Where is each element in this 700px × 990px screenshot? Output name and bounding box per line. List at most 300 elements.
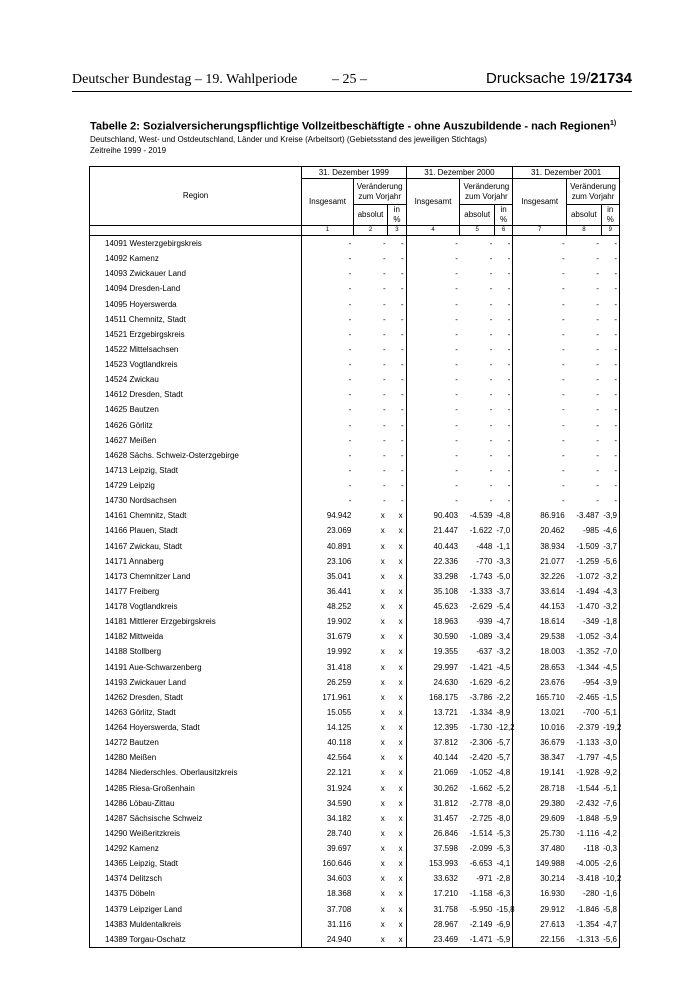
cell-pct-2000: -5,0	[494, 569, 512, 584]
header-document-number	[486, 70, 632, 87]
cell-pct-2001: -4,5	[601, 750, 619, 765]
cell-absolut-2001: -1.259	[576, 556, 600, 566]
cell-absolut-1999: x	[380, 783, 385, 793]
cell-pct-2000: -	[494, 418, 512, 433]
header-publication: Deutscher Bundestag – 19. Wahlperiode	[72, 72, 298, 87]
table-row	[90, 251, 620, 266]
cell-insgesamt-1999: 34.603	[326, 874, 352, 884]
cell-region: 14290 Weißeritzkreis	[90, 826, 302, 841]
cell-pct-1999: x	[388, 871, 406, 886]
cell-insgesamt-1999: 39.697	[326, 844, 352, 854]
header-change-2000: Veränderung zum Vorjahr	[460, 179, 513, 205]
cell-absolut-2000: -	[489, 481, 493, 491]
cell-insgesamt-2001: -	[561, 269, 565, 279]
cell-region: 14181 Mittlerer Erzgebirgskreis	[90, 614, 302, 629]
cell-region: 14285 Riesa-Großenhain	[90, 781, 302, 796]
cell-pct-1999: -	[388, 387, 406, 402]
cell-region: 14389 Torgau-Oschatz	[90, 932, 302, 948]
table-row	[90, 932, 620, 948]
cell-pct-1999: x	[388, 886, 406, 901]
cell-insgesamt-2000: 12.395	[433, 723, 458, 733]
cell-absolut-2000: -	[489, 465, 493, 475]
cell-absolut-1999: x	[380, 859, 385, 869]
cell-absolut-1999: x	[380, 753, 385, 763]
cell-pct-2000: -6,2	[494, 675, 512, 690]
cell-region: 14262 Dresden, Stadt	[90, 690, 302, 705]
table-body	[90, 236, 620, 948]
cell-pct-1999: x	[388, 508, 406, 523]
cell-insgesamt-2000: 13.721	[433, 707, 458, 717]
cell-insgesamt-2001: 13.021	[540, 707, 565, 717]
cell-pct-1999: -	[388, 266, 406, 281]
cell-absolut-1999: x	[380, 798, 385, 808]
cell-absolut-2000: -	[489, 254, 493, 264]
cell-absolut-2001: -	[596, 496, 600, 506]
cell-absolut-2001: -1.509	[576, 541, 600, 551]
cell-insgesamt-1999: -	[348, 360, 352, 370]
cell-pct-1999: -	[388, 297, 406, 312]
cell-absolut-1999: -	[383, 284, 386, 294]
cell-insgesamt-2001: 30.214	[540, 874, 565, 884]
cell-absolut-1999: -	[383, 450, 386, 460]
table-subtitle-period: Zeitreihe 1999 - 2019	[90, 145, 167, 155]
cell-region: 14375 Döbeln	[90, 886, 302, 901]
cell-pct-2000: -	[494, 463, 512, 478]
cell-absolut-2000: -6.653	[469, 859, 493, 869]
cell-region: 14182 Mittweida	[90, 629, 302, 644]
cell-region: 14171 Annaberg	[90, 554, 302, 569]
cell-insgesamt-2001: 25.730	[540, 828, 565, 838]
cell-absolut-1999: x	[380, 586, 385, 596]
cell-pct-1999: -	[388, 402, 406, 417]
cell-insgesamt-2001: 16.930	[540, 889, 565, 899]
cell-pct-2001: -3,9	[601, 675, 619, 690]
table-row	[90, 720, 620, 735]
cell-insgesamt-1999: 23.069	[326, 526, 352, 536]
cell-absolut-2001: -1.072	[576, 571, 600, 581]
cell-insgesamt-1999: 14.125	[326, 723, 352, 733]
table-row	[90, 508, 620, 523]
header-num-3: 3	[388, 226, 406, 236]
cell-pct-1999: -	[388, 357, 406, 372]
cell-pct-2000: -5,2	[494, 781, 512, 796]
cell-absolut-1999: -	[383, 269, 386, 279]
cell-pct-1999: x	[388, 554, 406, 569]
cell-pct-2000: -3,4	[494, 629, 512, 644]
header-change-1999: Veränderung zum Vorjahr	[353, 179, 406, 205]
cell-insgesamt-1999: 31.924	[326, 783, 352, 793]
cell-insgesamt-2000: 37.598	[433, 844, 458, 854]
header-drucksache-label: Drucksache	[486, 70, 566, 87]
cell-absolut-2001: -1.544	[576, 783, 600, 793]
cell-pct-2000: -4,1	[494, 856, 512, 871]
cell-region: 14161 Chemnitz, Stadt	[90, 508, 302, 523]
cell-insgesamt-2001: 36.679	[540, 738, 565, 748]
cell-insgesamt-1999: -	[348, 435, 352, 445]
cell-region: 14188 Stollberg	[90, 644, 302, 659]
cell-region: 14191 Aue-Schwarzenberg	[90, 660, 302, 675]
cell-insgesamt-2000: -	[455, 344, 458, 354]
cell-pct-1999: x	[388, 917, 406, 932]
table-row	[90, 614, 620, 629]
cell-region: 14511 Chemnitz, Stadt	[90, 312, 302, 327]
table-row	[90, 418, 620, 433]
cell-pct-2000: -5,4	[494, 599, 512, 614]
cell-region: 14166 Plauen, Stadt	[90, 523, 302, 538]
cell-absolut-1999: x	[380, 844, 385, 854]
table-row	[90, 856, 620, 871]
cell-pct-2001: -7,6	[601, 796, 619, 811]
cell-insgesamt-2001: 19.141	[540, 768, 565, 778]
cell-pct-1999: -	[388, 463, 406, 478]
cell-insgesamt-2000: 37.812	[433, 738, 458, 748]
cell-insgesamt-2000: -	[455, 284, 458, 294]
cell-pct-2000: -	[494, 433, 512, 448]
cell-absolut-2000: -2.629	[469, 602, 493, 612]
cell-pct-2000: -5,7	[494, 735, 512, 750]
table-row	[90, 357, 620, 372]
cell-insgesamt-1999: 34.182	[326, 813, 352, 823]
cell-insgesamt-2001: -	[561, 450, 565, 460]
cell-insgesamt-2000: 40.144	[433, 753, 458, 763]
cell-insgesamt-2000: -	[455, 314, 458, 324]
cell-insgesamt-1999: 22.121	[326, 768, 352, 778]
cell-insgesamt-1999: -	[348, 314, 352, 324]
cell-insgesamt-2000: -	[455, 450, 458, 460]
cell-absolut-2001: -118	[583, 844, 600, 854]
cell-pct-2000: -2,2	[494, 690, 512, 705]
cell-absolut-2000: -2.725	[469, 813, 493, 823]
header-num-5: 5	[460, 226, 494, 236]
cell-insgesamt-2000: 33.632	[433, 874, 458, 884]
cell-pct-2000: -4,8	[494, 765, 512, 780]
cell-absolut-2000: -1.514	[469, 828, 493, 838]
cell-absolut-1999: -	[383, 344, 386, 354]
cell-insgesamt-2001: 10.016	[540, 723, 565, 733]
cell-pct-2000: -12,2	[494, 720, 512, 735]
cell-region: 14178 Vogtlandkreis	[90, 599, 302, 614]
cell-absolut-1999: x	[353, 932, 387, 948]
cell-region: 14093 Zwickauer Land	[90, 266, 302, 281]
header-pct-1999: in %	[388, 205, 406, 226]
cell-pct-2001: -4,5	[601, 660, 619, 675]
table-header	[90, 167, 620, 236]
cell-pct-2000: -8,0	[494, 796, 512, 811]
header-num-8: 8	[567, 226, 601, 236]
cell-absolut-1999: x	[380, 828, 385, 838]
cell-absolut-2000: -2.778	[469, 798, 493, 808]
cell-absolut-2000: -	[489, 239, 493, 249]
cell-pct-2000: -3,3	[494, 554, 512, 569]
cell-pct-2001: -4,7	[601, 917, 619, 932]
cell-pct-2000: -	[494, 342, 512, 357]
cell-insgesamt-1999: 160.646	[322, 859, 352, 869]
cell-insgesamt-2000: -	[455, 360, 458, 370]
cell-absolut-2001: -1.052	[576, 632, 600, 642]
cell-insgesamt-2000: 30.590	[433, 632, 458, 642]
table-row	[90, 917, 620, 932]
cell-pct-2000: -	[494, 251, 512, 266]
cell-insgesamt-2001: -	[561, 435, 565, 445]
cell-absolut-2001: -	[596, 450, 600, 460]
cell-pct-2000: -5,7	[494, 750, 512, 765]
cell-absolut-2001: -1.344	[576, 662, 600, 672]
cell-absolut-2001: -	[596, 435, 600, 445]
cell-absolut-1999: -	[383, 420, 386, 430]
cell-region: 14524 Zwickau	[90, 372, 302, 387]
cell-insgesamt-1999: -	[348, 299, 352, 309]
cell-absolut-2000: -	[489, 284, 493, 294]
cell-pct-2000: -6,3	[494, 886, 512, 901]
cell-pct-2001: -	[601, 402, 619, 417]
header-num-6: 6	[494, 226, 512, 236]
cell-absolut-1999: x	[380, 723, 385, 733]
cell-absolut-2001: -1.352	[576, 647, 600, 657]
cell-region: 14374 Delitzsch	[90, 871, 302, 886]
table-row	[90, 675, 620, 690]
cell-absolut-2000: -	[489, 420, 493, 430]
cell-absolut-2000: -1.089	[469, 632, 493, 642]
cell-insgesamt-1999: 94.942	[326, 511, 352, 521]
cell-insgesamt-2000: -	[455, 481, 458, 491]
cell-pct-1999: x	[388, 569, 406, 584]
header-region: Region	[90, 167, 302, 226]
cell-insgesamt-2001: -	[561, 254, 565, 264]
cell-pct-2001: -5,1	[601, 705, 619, 720]
cell-insgesamt-1999: 171.961	[322, 692, 352, 702]
cell-pct-2001: -	[601, 266, 619, 281]
cell-absolut-1999: -	[383, 239, 386, 249]
cell-pct-1999: x	[388, 705, 406, 720]
cell-absolut-2000: -	[489, 375, 493, 385]
cell-region: 14729 Leipzig	[90, 478, 302, 493]
table-row	[90, 765, 620, 780]
cell-absolut-2001: -	[596, 481, 600, 491]
table-row	[90, 266, 620, 281]
cell-insgesamt-1999: -	[348, 465, 352, 475]
cell-pct-1999: x	[388, 629, 406, 644]
cell-pct-1999: -	[388, 418, 406, 433]
cell-absolut-2001: -1.470	[576, 602, 600, 612]
header-date-1999: 31. Dezember 1999	[302, 167, 406, 179]
table-row	[90, 750, 620, 765]
cell-pct-2001: -3,9	[601, 508, 619, 523]
table-row	[90, 705, 620, 720]
header-number-prefix: 19/	[565, 70, 591, 87]
cell-insgesamt-2000: 29.997	[433, 662, 458, 672]
cell-insgesamt-2001: -	[561, 405, 565, 415]
cell-absolut-2000: -5.950	[469, 904, 493, 914]
table-row	[90, 387, 620, 402]
cell-pct-2001: -	[601, 327, 619, 342]
cell-absolut-1999: x	[380, 889, 385, 899]
cell-insgesamt-1999: 18.368	[326, 889, 352, 899]
cell-absolut-2000: -971	[476, 874, 493, 884]
cell-absolut-1999: -	[383, 314, 386, 324]
table-title-text: Tabelle 2: Sozialversicherungspflichtige Vollzeitbeschäftigte - ohne Auszubildende - nach Regionen	[90, 120, 610, 133]
cell-pct-2001: -	[601, 418, 619, 433]
cell-absolut-2001: -	[596, 420, 600, 430]
cell-pct-1999: x	[388, 614, 406, 629]
cell-insgesamt-2001: -	[561, 375, 565, 385]
cell-region: 14284 Niederschles. Oberlausitzkreis	[90, 765, 302, 780]
cell-absolut-1999: x	[380, 919, 385, 929]
cell-pct-2000: -	[494, 357, 512, 372]
cell-absolut-1999: x	[380, 692, 385, 702]
cell-absolut-2000: -4.539	[469, 511, 493, 521]
table-subtitle-scope: Deutschland, West- und Ostdeutschland, Länder und Kreise (Arbeitsort) (Gebietsstand des jeweiligen Stichtags)	[90, 134, 487, 144]
cell-insgesamt-2001: 21.077	[540, 556, 565, 566]
cell-insgesamt-2000: 30.262	[433, 783, 458, 793]
cell-insgesamt-2001: -	[561, 481, 565, 491]
table-row	[90, 478, 620, 493]
cell-pct-1999: -	[388, 236, 406, 252]
cell-absolut-1999: x	[380, 511, 385, 521]
header-insgesamt-1999: Insgesamt	[302, 179, 354, 226]
cell-pct-2001: -	[601, 342, 619, 357]
cell-absolut-2000: -	[489, 450, 493, 460]
cell-pct-1999: -	[388, 342, 406, 357]
cell-insgesamt-2001: 18.003	[540, 647, 565, 657]
cell-pct-2001: -4,6	[601, 523, 619, 538]
cell-insgesamt-2000: 17.210	[433, 889, 458, 899]
cell-pct-2001: -	[601, 312, 619, 327]
cell-absolut-2000: -2.306	[469, 738, 493, 748]
cell-absolut-1999: x	[380, 526, 385, 536]
table-row	[90, 327, 620, 342]
cell-insgesamt-1999: -	[348, 269, 352, 279]
cell-pct-2001: -19,2	[601, 720, 619, 735]
cell-absolut-1999: x	[380, 602, 385, 612]
cell-insgesamt-2000: -	[455, 254, 458, 264]
cell-region: 14095 Hoyerswerda	[90, 297, 302, 312]
cell-absolut-1999: -	[383, 390, 386, 400]
cell-insgesamt-1999: 35.041	[326, 571, 352, 581]
table-row	[90, 629, 620, 644]
cell-pct-2001: -	[601, 493, 619, 508]
cell-pct-2001: -3,2	[601, 599, 619, 614]
cell-pct-2001: -	[601, 281, 619, 296]
cell-pct-2000: -	[494, 236, 512, 252]
cell-insgesamt-2000: 45.623	[433, 602, 458, 612]
cell-insgesamt-1999: -	[348, 254, 352, 264]
cell-region: 14628 Sächs. Schweiz-Osterzgebirge	[90, 448, 302, 463]
cell-region: 14193 Zwickauer Land	[90, 675, 302, 690]
cell-pct-2000: -	[494, 372, 512, 387]
cell-pct-1999: x	[388, 644, 406, 659]
cell-absolut-2000: -939	[476, 617, 493, 627]
cell-insgesamt-2000: -	[455, 435, 458, 445]
table-row	[90, 554, 620, 569]
cell-region: 14612 Dresden, Stadt	[90, 387, 302, 402]
cell-insgesamt-1999: 48.252	[326, 602, 352, 612]
table-row	[90, 811, 620, 826]
cell-pct-1999: -	[388, 448, 406, 463]
cell-region: 14379 Leipziger Land	[90, 902, 302, 917]
cell-insgesamt-2001: 29.912	[540, 904, 565, 914]
table-row	[90, 463, 620, 478]
cell-absolut-1999: x	[380, 617, 385, 627]
cell-absolut-2001: -	[596, 299, 600, 309]
cell-insgesamt-1999: 26.259	[326, 677, 352, 687]
table-row	[90, 569, 620, 584]
cell-absolut-2000: -	[489, 314, 493, 324]
cell-insgesamt-2001: -	[561, 390, 565, 400]
cell-insgesamt-2000: 22.336	[433, 556, 458, 566]
header-absolut-2001: absolut	[567, 205, 601, 226]
cell-insgesamt-1999: 28.740	[326, 828, 352, 838]
table-row	[90, 342, 620, 357]
table-row	[90, 297, 620, 312]
cell-insgesamt-1999: -	[348, 450, 352, 460]
cell-pct-2001: -	[601, 251, 619, 266]
cell-pct-1999: x	[388, 599, 406, 614]
cell-pct-2001: -2,6	[601, 856, 619, 871]
cell-absolut-2001: -1.928	[576, 768, 600, 778]
cell-insgesamt-1999: -	[348, 239, 352, 249]
cell-absolut-2000: -1.158	[469, 889, 493, 899]
cell-pct-1999: x	[388, 796, 406, 811]
cell-pct-1999: -	[388, 372, 406, 387]
cell-pct-2000: -5,3	[494, 841, 512, 856]
cell-pct-1999: x	[388, 675, 406, 690]
cell-absolut-2001: -	[596, 284, 600, 294]
cell-pct-2000: -	[494, 312, 512, 327]
cell-absolut-2000: -770	[476, 556, 493, 566]
cell-absolut-2001: -1.354	[576, 919, 600, 929]
cell-pct-2001: -	[601, 463, 619, 478]
cell-region: 14523 Vogtlandkreis	[90, 357, 302, 372]
table-row	[90, 690, 620, 705]
cell-pct-2001: -3,0	[601, 735, 619, 750]
table-row	[90, 433, 620, 448]
header-num-7: 7	[513, 226, 567, 236]
cell-absolut-2001: -280	[583, 889, 600, 899]
cell-pct-2000: -6,9	[494, 917, 512, 932]
cell-pct-1999: x	[388, 826, 406, 841]
cell-region: 14263 Görlitz, Stadt	[90, 705, 302, 720]
cell-pct-2001: -1,8	[601, 614, 619, 629]
cell-pct-2001: -	[601, 357, 619, 372]
cell-absolut-2000: -1.730	[469, 723, 493, 733]
header-pct-2001: in %	[601, 205, 619, 226]
cell-insgesamt-1999: 42.564	[326, 753, 352, 763]
cell-absolut-1999: -	[383, 375, 386, 385]
cell-insgesamt-2000: 18.963	[433, 617, 458, 627]
table-row	[90, 826, 620, 841]
cell-absolut-2001: -	[596, 390, 600, 400]
cell-pct-2001: -5,8	[601, 902, 619, 917]
cell-insgesamt-1999: 23.106	[326, 556, 352, 566]
cell-insgesamt-2001: 23.676	[540, 677, 565, 687]
cell-pct-2001: -0,3	[601, 841, 619, 856]
cell-region: 14286 Löbau-Zittau	[90, 796, 302, 811]
cell-insgesamt-2001: 18.614	[540, 617, 565, 627]
header-rule	[72, 91, 632, 92]
cell-pct-1999: -	[388, 493, 406, 508]
cell-absolut-2000: -	[489, 360, 493, 370]
cell-absolut-2000: -1.333	[469, 586, 493, 596]
cell-absolut-2000: -448	[476, 541, 493, 551]
table-row	[90, 372, 620, 387]
cell-absolut-2001: -1.797	[576, 753, 600, 763]
cell-insgesamt-2000: -	[455, 496, 458, 506]
cell-pct-1999: x	[388, 539, 406, 554]
cell-insgesamt-2001: -	[561, 239, 565, 249]
cell-insgesamt-2001: 28.718	[540, 783, 565, 793]
cell-absolut-1999: -	[383, 299, 386, 309]
header-absolut-1999: absolut	[353, 205, 387, 226]
